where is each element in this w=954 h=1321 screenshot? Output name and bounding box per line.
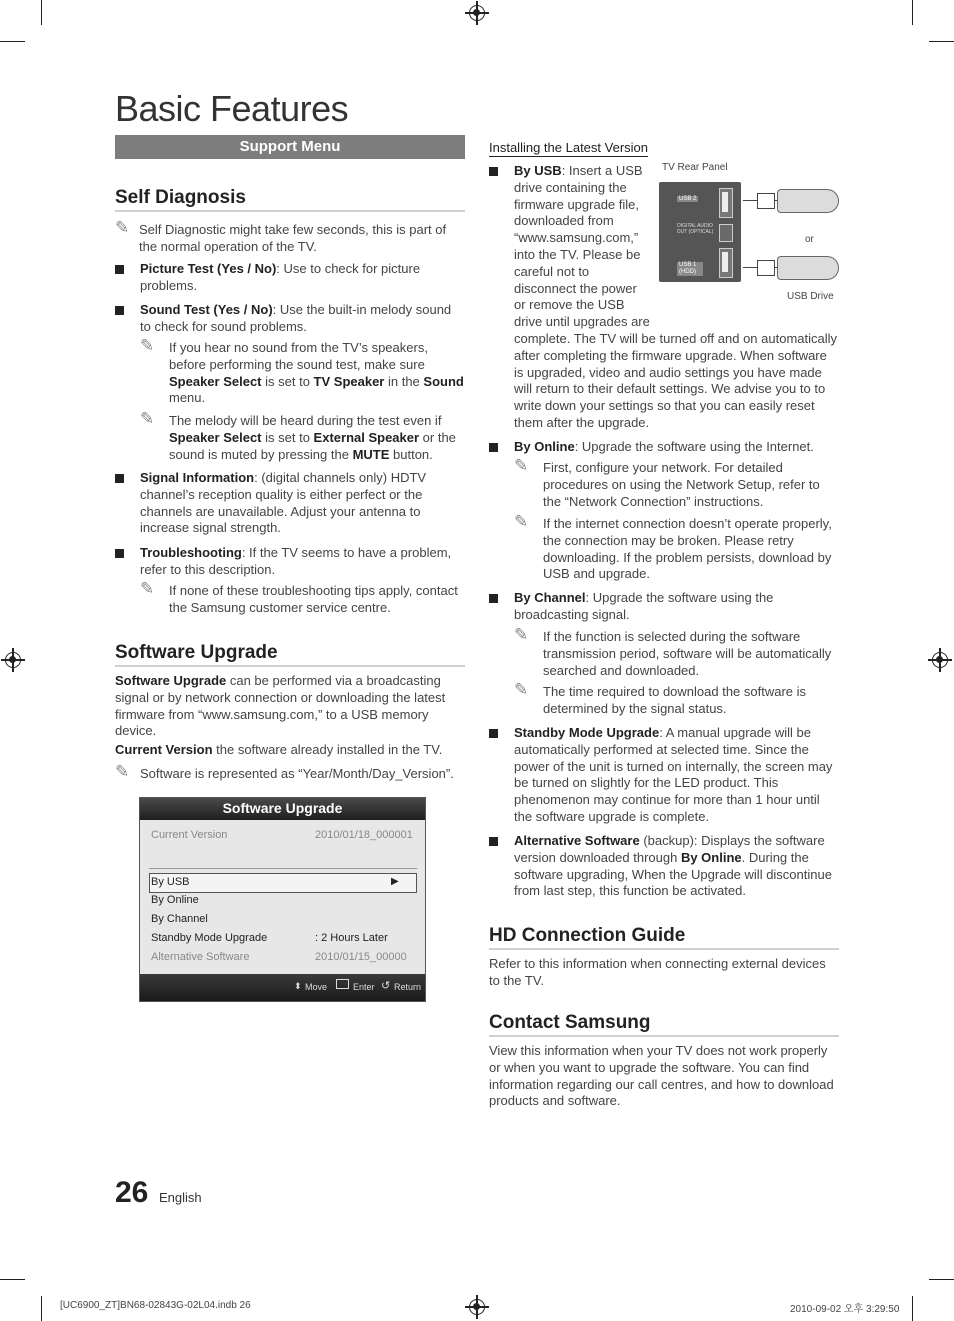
- by-usb-text: By USB: Insert a USB drive containing the firmware upgrade file, downloaded from “www.samsung.com,” into the TV. Please be careful not to disconnect the power or remove the USB drive until upgrades are complete. The TV will be turned off and on automatically after completing the firmware upgrade. When software is upgraded, video and audio settings you have made will return to their default settings. We advise you to to write down your settings so that you can easily reset them after the upgrade.: [514, 163, 838, 430]
- note: ✎ If the function is selected during the software transmission period, software will be automatically searched and downloaded.: [514, 625, 832, 678]
- osd-footer: ⬍ Move Enter ↺ Return: [140, 974, 425, 1001]
- self-diagnosis-heading: Self Diagnosis: [115, 187, 465, 212]
- square-bullet-icon: [115, 306, 124, 315]
- move-arrows-icon: ⬍: [294, 981, 302, 991]
- square-bullet-icon: [489, 443, 498, 452]
- note: ✎ The melody will be heard during the test even if Speaker Select is set to External Speaker or the sound is muted by pressing the MUTE button.: [140, 409, 456, 462]
- note: ✎ Self Diagnostic might take few seconds, this is part of the normal operation of the TV.: [115, 218, 447, 254]
- registration-mark-icon: [932, 652, 948, 668]
- square-bullet-icon: [115, 549, 124, 558]
- square-bullet-icon: [489, 167, 498, 176]
- note: ✎ The time required to download the software is determined by the signal status.: [514, 680, 807, 716]
- usb-drive-label: USB Drive: [787, 291, 834, 302]
- contact-samsung-heading: Contact Samsung: [489, 1012, 839, 1037]
- list-item: Picture Test (Yes / No): Use to check for picture problems.: [115, 261, 465, 295]
- osd-title: Software Upgrade: [140, 798, 425, 820]
- osd-current-version-value: 2010/01/18_000001: [315, 829, 413, 841]
- crop-mark: [912, 0, 913, 25]
- pencil-note-icon: ✎: [115, 218, 130, 237]
- pencil-note-icon: ✎: [514, 456, 529, 475]
- osd-standby-value: : 2 Hours Later: [315, 932, 388, 944]
- list-item: Troubleshooting: If the TV seems to have a problem, refer to this description.: [115, 545, 465, 579]
- crop-mark: [0, 1279, 25, 1280]
- square-bullet-icon: [489, 837, 498, 846]
- crop-mark: [41, 1296, 42, 1321]
- contact-samsung-text: View this information when your TV does not work properly or when you want to upgrade the software. You can find information regarding our call centres, and how to download products and software.: [489, 1043, 834, 1109]
- or-label: or: [805, 234, 814, 245]
- pencil-note-icon: ✎: [514, 680, 529, 699]
- crop-mark: [0, 41, 25, 42]
- software-upgrade-heading: Software Upgrade: [115, 642, 465, 667]
- crop-mark: [41, 0, 42, 25]
- square-bullet-icon: [489, 594, 498, 603]
- pencil-note-icon: ✎: [514, 512, 529, 531]
- pencil-note-icon: ✎: [140, 579, 155, 598]
- support-menu-bar: Support Menu: [115, 135, 465, 159]
- current-version-paragraph: Current Version the software already installed in the TV.: [115, 742, 443, 757]
- software-upgrade-osd: [139, 797, 426, 1002]
- osd-alt-value: 2010/01/15_00000: [315, 951, 407, 963]
- note: ✎ If you hear no sound from the TV’s speakers, before performing the sound test, make sure Speaker Select is set to TV Speaker in the Sound menu.: [140, 336, 464, 406]
- tv-rear-panel-label: TV Rear Panel: [662, 162, 728, 173]
- enter-icon: [336, 979, 349, 989]
- square-bullet-icon: [115, 265, 124, 274]
- note: ✎ First, configure your network. For detailed procedures on using the Network Setup, refer to the “Network Connection” instructions.: [514, 456, 820, 509]
- list-item: Signal Information: (digital channels only) HDTV channel’s reception quality is either perfect or the channels are unavailable. Adjust your antenna to increase signal strength.: [115, 470, 465, 537]
- pencil-note-icon: ✎: [140, 336, 155, 355]
- osd-item-by-usb[interactable]: By USB: [151, 876, 190, 888]
- registration-mark-icon: [469, 5, 485, 21]
- registration-mark-icon: [469, 1299, 485, 1315]
- osd-item-by-channel[interactable]: By Channel: [151, 913, 208, 925]
- pencil-note-icon: ✎: [115, 762, 130, 781]
- osd-item-standby-mode-upgrade[interactable]: Standby Mode Upgrade: [151, 932, 268, 944]
- software-upgrade-paragraph: Software Upgrade can be performed via a broadcasting signal or by network connection or downloading the latest firmware from “www.samsung.com,” to a USB memory device.: [115, 673, 446, 739]
- hd-connection-guide-text: Refer to this information when connecting external devices to the TV.: [489, 956, 826, 988]
- note: ✎ If none of these troubleshooting tips apply, contact the Samsung customer service centre.: [140, 579, 458, 615]
- page-number: 26: [115, 1176, 149, 1209]
- note: ✎ If the internet connection doesn’t operate properly, the connection may be broken. Please retry downloading. If the problem persists, download by USB and upgrade.: [514, 512, 832, 582]
- osd-item-alternative-software[interactable]: Alternative Software: [151, 951, 250, 963]
- list-item: By Online: Upgrade the software using the Internet.: [489, 439, 839, 456]
- page-title: Basic Features: [115, 88, 349, 129]
- footer-file-name: [UC6900_ZT]BN68-02843G-02L04.indb 26: [60, 1300, 251, 1311]
- osd-item-by-online[interactable]: By Online: [151, 894, 199, 906]
- registration-mark-icon: [5, 652, 21, 668]
- hd-connection-guide-heading: HD Connection Guide: [489, 925, 839, 950]
- list-item: Alternative Software (backup): Displays the software version downloaded through By Online. During the software upgrading, When the Upgrade will discontinue from last step, this function be activated.: [489, 833, 839, 900]
- tv-rear-panel: USB 2 DIGITAL AUDIO OUT (OPTICAL) USB 1 (HDD): [659, 182, 741, 282]
- installing-heading: Installing the Latest Version: [489, 140, 648, 155]
- pencil-note-icon: ✎: [140, 409, 155, 428]
- list-item: By Channel: Upgrade the software using the broadcasting signal.: [489, 590, 839, 624]
- osd-current-version-label: Current Version: [151, 829, 228, 841]
- list-item: Sound Test (Yes / No): Use the built-in melody sound to check for sound problems.: [115, 302, 465, 336]
- pencil-note-icon: ✎: [514, 625, 529, 644]
- crop-mark: [912, 1296, 913, 1321]
- chevron-right-icon: ▶: [391, 876, 399, 887]
- crop-mark: [929, 1279, 954, 1280]
- square-bullet-icon: [115, 474, 124, 483]
- list-item: Standby Mode Upgrade: A manual upgrade will be automatically performed at selected time. Since the power of the unit is turned on internally, the screen may be turned on slightly for the LED product. This phenomenon may continue for more than 1 hour until the software upgrade is complete.: [489, 725, 839, 826]
- note: ✎ Software is represented as “Year/Month/Day_Version”.: [115, 762, 454, 781]
- page-language: English: [159, 1190, 202, 1205]
- crop-mark: [929, 41, 954, 42]
- square-bullet-icon: [489, 729, 498, 738]
- return-icon: ↺: [381, 980, 391, 992]
- footer-date: 2010-09-02 오후 3:29:50: [790, 1304, 900, 1315]
